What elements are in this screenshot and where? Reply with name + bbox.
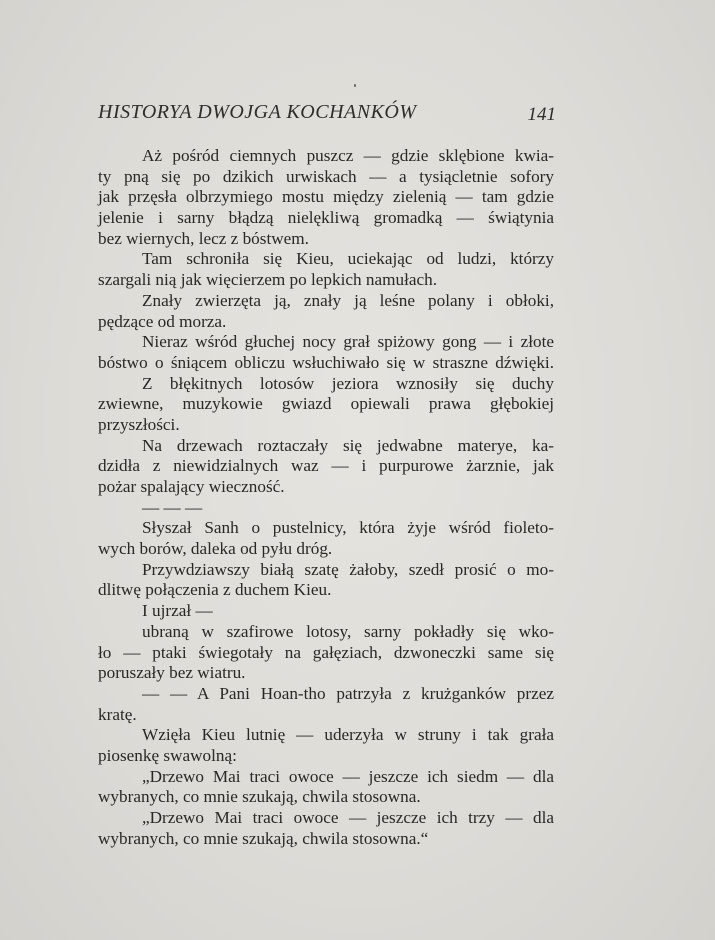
text-line: — — A Pani Hoan-tho patrzyła z krużganków przez xyxy=(142,683,554,703)
text-line: kratę. xyxy=(98,704,137,724)
text-line: Z błękitnych lotosów jeziora wznosiły się duchy xyxy=(142,373,554,393)
text-line: Przywdziawszy białą szatę żałoby, szedł prosić o mo- xyxy=(142,559,554,579)
text-line: poruszały bez wiatru. xyxy=(98,663,246,683)
text-line: pożar spalający wieczność. xyxy=(98,477,285,496)
running-title: HISTORYA DWOJGA KOCHANKÓW xyxy=(98,101,417,123)
text-line: ubraną w szafirowe lotosy, sarny pokładły się wko- xyxy=(142,621,554,641)
text-line: bóstwo o śniącem obliczu wsłuchiwało się w straszne dźwięki. xyxy=(98,352,554,372)
text-line: bez wiernych, lecz z bóstwem. xyxy=(98,228,309,248)
text-line: wybranych, co mnie szukają, chwila stosowna. xyxy=(98,787,421,807)
text-line: wybranych, co mnie szukają, chwila stosowna.“ xyxy=(98,828,429,848)
text-line: — — — xyxy=(142,497,203,517)
body-text xyxy=(98,146,554,849)
text-line: Na drzewach roztaczały się jedwabne materye, ka- xyxy=(142,435,554,455)
page-header xyxy=(98,101,556,129)
text-line: dlitwę połączenia z duchem Kieu. xyxy=(98,580,332,600)
text-line: jak przęsła olbrzymiego mostu między zielenią — tam gdzie xyxy=(98,187,554,207)
text-line: Znały zwierzęta ją, znały ją leśne polany i obłoki, xyxy=(142,290,554,310)
text-line: Nieraz wśród głuchej nocy grał spiżowy gong — i złote xyxy=(142,332,554,352)
text-line: Słyszał Sanh o pustelnicy, która żyje wśród fioleto- xyxy=(142,518,554,538)
text-line: „Drzewo Mai traci owoce — jeszcze ich siedm — dla xyxy=(142,766,554,786)
paper-speck xyxy=(354,84,356,87)
text-line: dzidła z niewidzialnych waz — i purpurowe żarznie, jak xyxy=(98,456,554,476)
text-line: Wzięła Kieu lutnię — uderzyła w struny i tak grała xyxy=(142,725,554,745)
text-line: pędzące od morza. xyxy=(98,311,227,331)
text-line: „Drzewo Mai traci owoce — jeszcze ich trzy — dla xyxy=(142,808,554,827)
page-number: 141 xyxy=(527,104,556,125)
text-line: wych borów, daleka od pyłu dróg. xyxy=(98,539,333,559)
text-line: szargali nią jak więcierzem po lepkich namułach. xyxy=(98,270,437,290)
text-line: zwiewne, muzykowie gwiazd opiewali prawa głębokiej xyxy=(98,394,554,414)
text-line: ło — ptaki świegotały na gałęziach, dzwoneczki same się xyxy=(98,642,554,662)
text-line: Tam schroniła się Kieu, uciekając od ludzi, którzy xyxy=(142,249,554,269)
text-line: ty pną się po dzikich urwiskach — a tysiącletnie sofory xyxy=(98,166,554,186)
text-line: przyszłości. xyxy=(98,414,180,434)
text-line: Aż pośród ciemnych puszcz — gdzie sklębione kwia- xyxy=(142,146,554,165)
text-line: piosenkę swawolną: xyxy=(98,745,237,765)
text-line: I ujrzał — xyxy=(142,601,213,621)
text-line: jelenie i sarny błądzą nielękliwą gromadką — świątynia xyxy=(98,208,554,228)
